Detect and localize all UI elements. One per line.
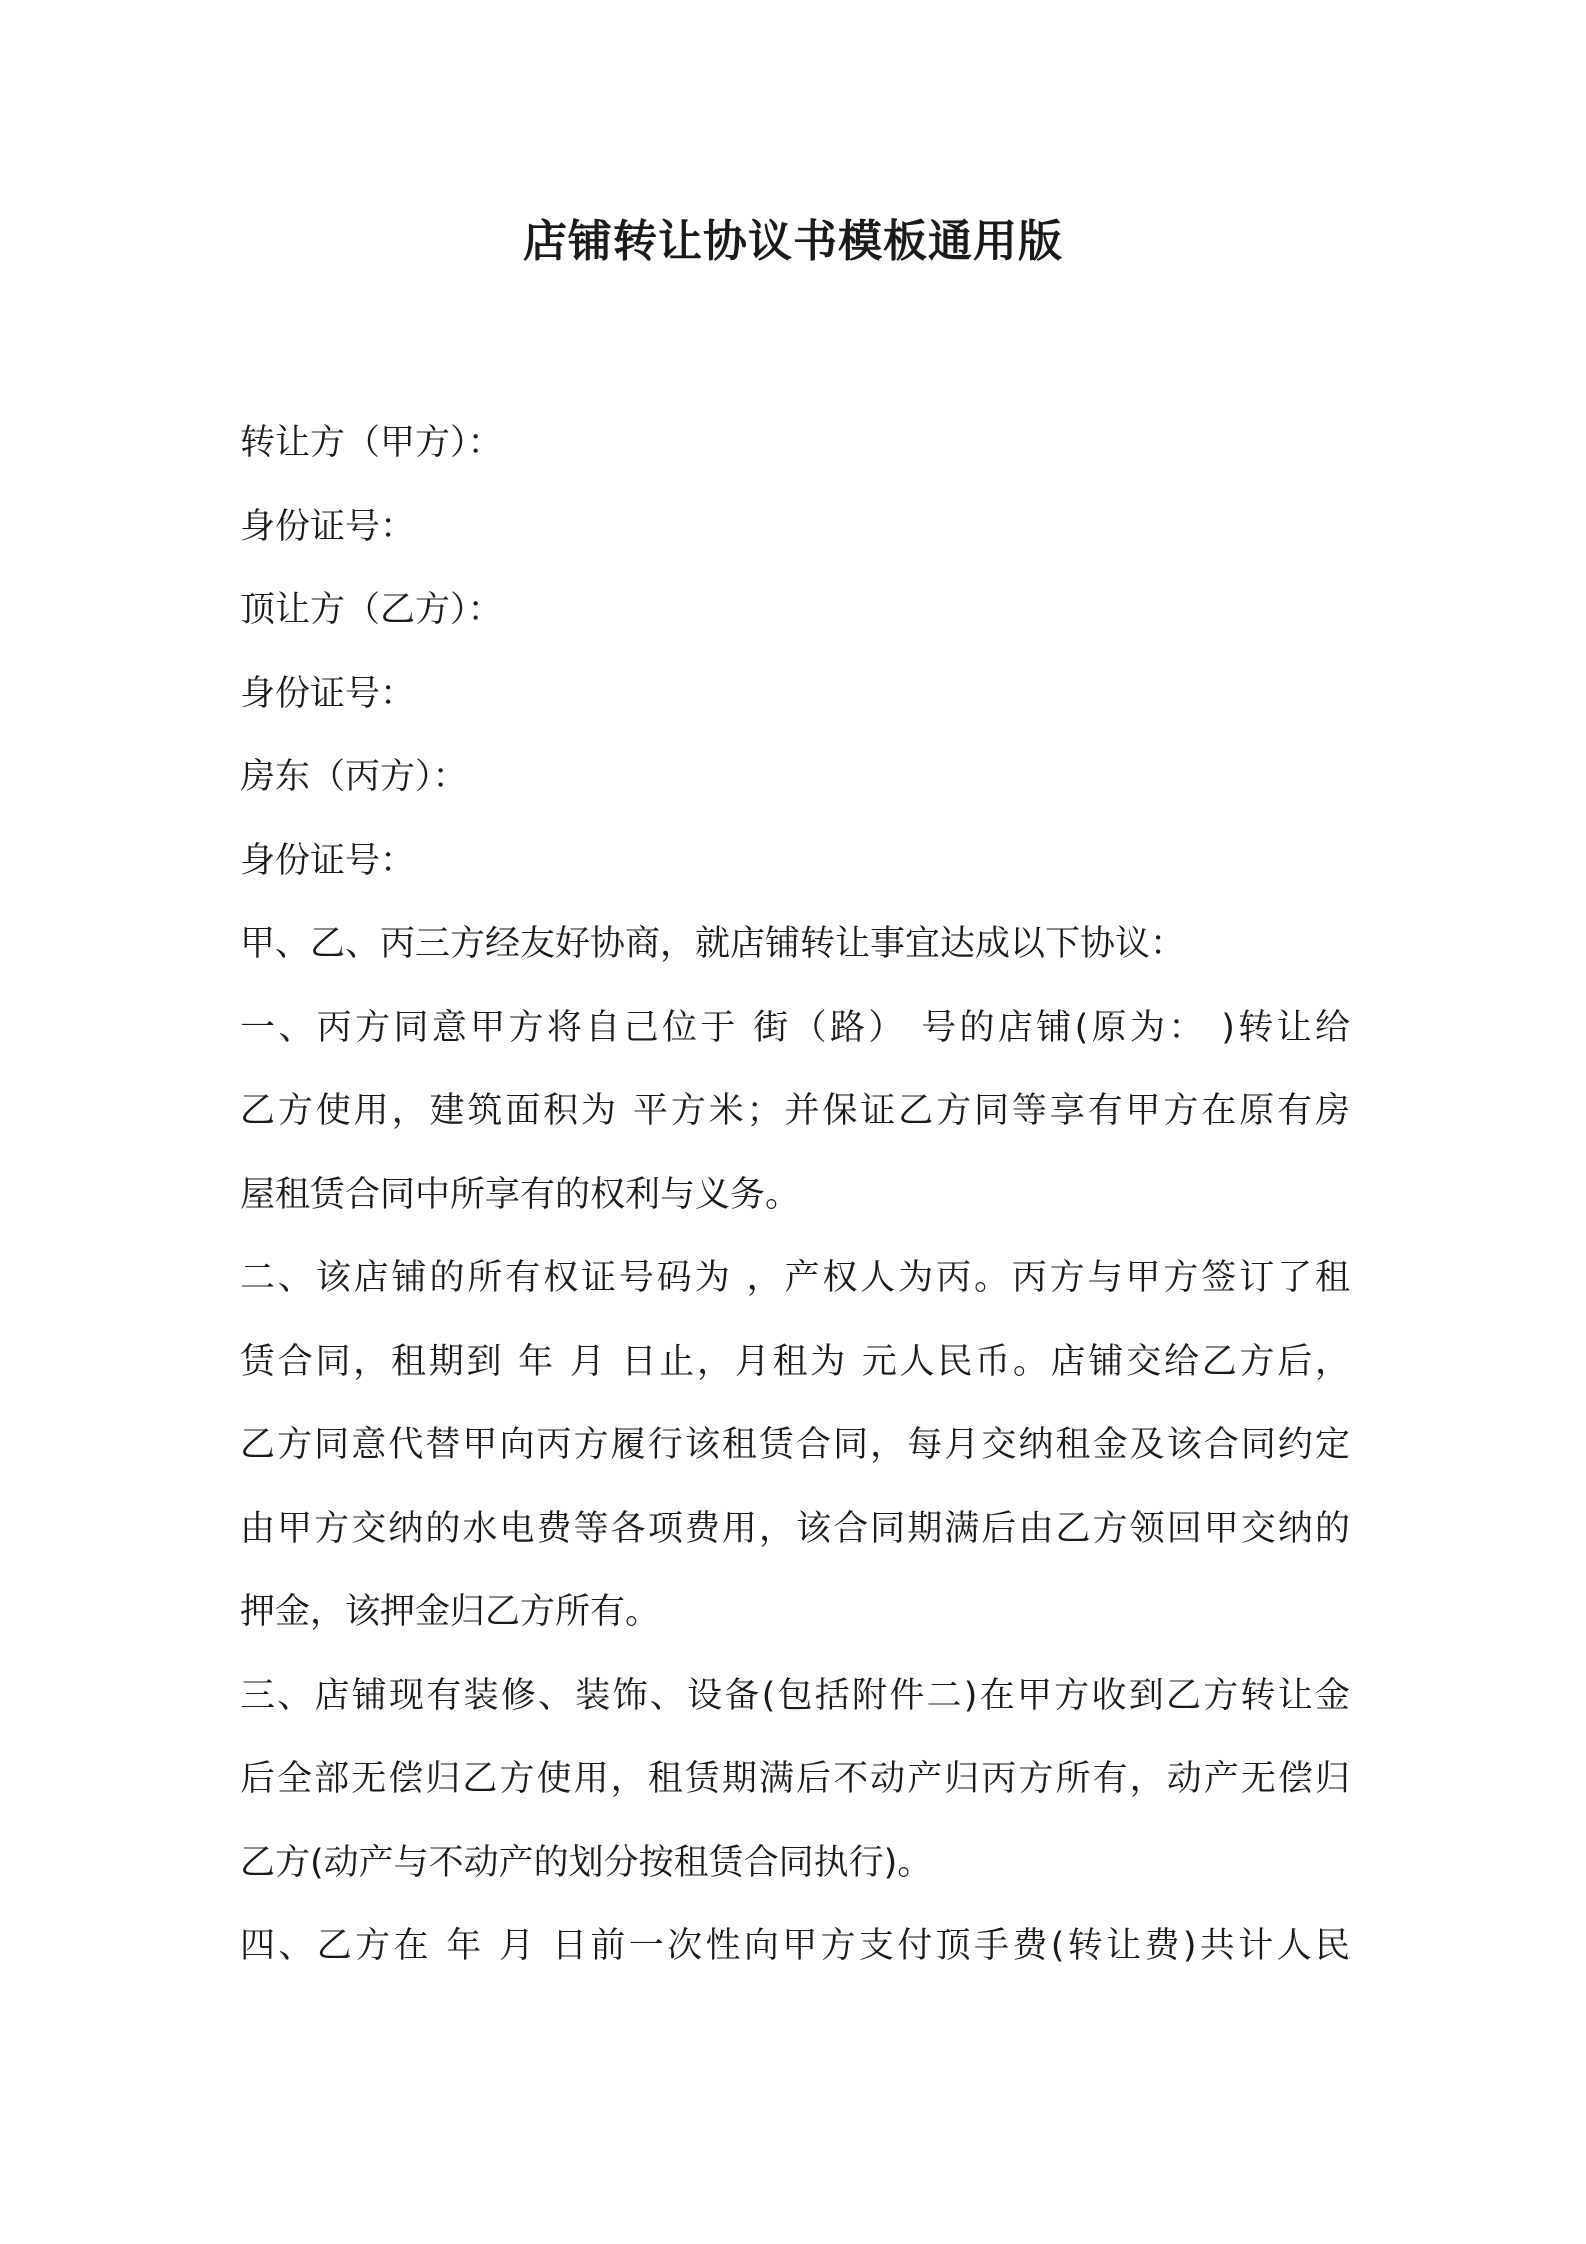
clause-line: 后全部无偿归乙方使用，租赁期满后不动产归丙方所有，动产无偿归 — [240, 1759, 1350, 1799]
document-title: 店铺转让协议书模板通用版 — [523, 216, 1063, 267]
clause-line: 乙方(动产与不动产的划分按租赁合同执行)。 — [240, 1842, 933, 1883]
party-transferee-line: 顶让方（乙方）： — [240, 590, 503, 630]
clause-1 — [240, 987, 1350, 1238]
clause-4 — [240, 1905, 1350, 1989]
clause-line: 乙方使用，建筑面积为 平方米；并保证乙方同等享有甲方在原有房 — [240, 1091, 1350, 1131]
party-landlord-line: 房东（丙方）： — [240, 757, 468, 797]
party-landlord-id-line: 身份证号： — [240, 840, 416, 881]
clause-3 — [240, 1655, 1350, 1906]
clause-line: 乙方同意代替甲向丙方履行该租赁合同，每月交纳租金及该合同约定 — [240, 1425, 1350, 1465]
clause-line: 由甲方交纳的水电费等各项费用，该合同期满后由乙方领回甲交纳的 — [240, 1508, 1350, 1549]
clause-line: 三、店铺现有装修、装饰、设备(包括附件二)在甲方收到乙方转让金 — [240, 1675, 1350, 1716]
party-transferee-id-line: 身份证号： — [240, 673, 416, 714]
clause-line: 屋租赁合同中所享有的权利与义务。 — [240, 1174, 801, 1215]
clause-line: 赁合同，租期到 年 月 日止，月租为 元人民币。店铺交给乙方后， — [240, 1341, 1350, 1382]
agreement-intro: 甲、乙、丙三方经友好协商，就店铺转让事宜达成以下协议： — [240, 924, 1186, 964]
clause-line: 押金，该押金归乙方所有。 — [240, 1592, 661, 1632]
clause-line: 一、丙方同意甲方将自己位于 街（路） 号的店铺(原为： )转让给 — [240, 1007, 1350, 1048]
party-transferor-line: 转让方（甲方）： — [240, 423, 503, 463]
clause-line: 二、该店铺的所有权证号码为 ，产权人为丙。丙方与甲方签订了租 — [240, 1258, 1350, 1298]
clause-2 — [240, 1237, 1350, 1655]
document-body — [240, 402, 1350, 1989]
clause-line: 四、乙方在 年 月 日前一次性向甲方支付顶手费(转让费)共计人民 — [240, 1926, 1350, 1966]
party-transferor-id-line: 身份证号： — [240, 506, 416, 547]
